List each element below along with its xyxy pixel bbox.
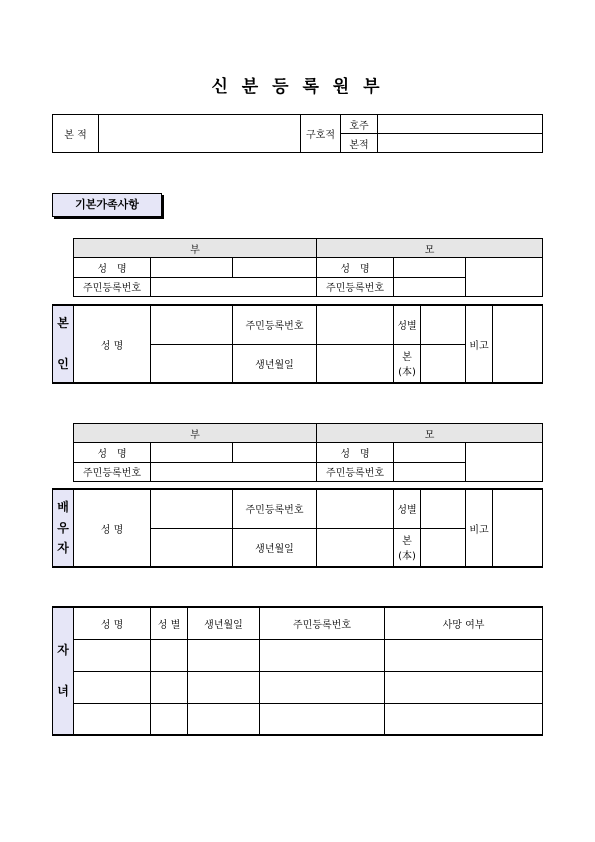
self-birth-value[interactable] xyxy=(317,344,394,383)
self-rrn-label: 주민등록번호 xyxy=(233,305,317,344)
self-gender-label: 성별 xyxy=(394,305,421,344)
spouse-note-label: 비고 xyxy=(466,489,493,567)
self-name-value[interactable] xyxy=(151,305,233,344)
mother-name-label: 성 명 xyxy=(317,258,394,277)
spouse-rrn-label: 주민등록번호 xyxy=(233,489,317,528)
spouse-mother-name-value[interactable] xyxy=(394,443,466,462)
hoju-label: 호주 xyxy=(341,115,378,134)
table-row-cell[interactable] xyxy=(151,639,188,671)
children-col-name: 성 명 xyxy=(74,607,151,639)
spouse-name-label: 성 명 xyxy=(74,489,151,567)
gu-hojeok-label: 구호적 xyxy=(301,115,341,153)
bonjeok-label: 본 적 xyxy=(53,115,99,153)
spouse-bon-label: 본 (本) xyxy=(394,528,421,567)
spouse-mother-name-label: 성 명 xyxy=(317,443,394,462)
father-header: 부 xyxy=(74,239,317,258)
spouse-mother-extra[interactable] xyxy=(466,443,543,482)
table-row-cell[interactable] xyxy=(260,703,385,735)
table-row-cell[interactable] xyxy=(151,703,188,735)
self-table xyxy=(52,304,543,384)
parents-table-spouse xyxy=(73,423,543,482)
mother-rrn-label: 주민등록번호 xyxy=(317,277,394,296)
father-rrn-label: 주민등록번호 xyxy=(74,277,151,296)
bonjeok2-value[interactable] xyxy=(378,134,543,153)
spouse-label: 배 우 자 xyxy=(53,489,74,567)
self-note-value[interactable] xyxy=(493,305,543,383)
spouse-rrn-value[interactable] xyxy=(317,489,394,528)
spouse-name-value[interactable] xyxy=(151,489,233,528)
self-bon-label: 본 (本) xyxy=(394,344,421,383)
spouse-mother-rrn-label: 주민등록번호 xyxy=(317,462,394,481)
spouse-name-value2[interactable] xyxy=(151,528,233,567)
children-col-birth: 생년월일 xyxy=(188,607,260,639)
hoju-value[interactable] xyxy=(378,115,543,134)
children-table xyxy=(52,606,543,736)
father-name-value2[interactable] xyxy=(233,258,317,277)
spouse-bon-value[interactable] xyxy=(421,528,466,567)
children-label: 자 녀 xyxy=(53,607,74,735)
parents-table-self xyxy=(73,238,543,297)
spouse-father-rrn-label: 주민등록번호 xyxy=(74,462,151,481)
table-row-cell[interactable] xyxy=(74,671,151,703)
spouse-mother-header: 모 xyxy=(317,424,543,443)
mother-extra[interactable] xyxy=(466,258,543,297)
mother-name-value[interactable] xyxy=(394,258,466,277)
mother-header: 모 xyxy=(317,239,543,258)
table-row-cell[interactable] xyxy=(188,671,260,703)
mother-rrn-value[interactable] xyxy=(394,277,466,296)
self-gender-value[interactable] xyxy=(421,305,466,344)
bonjeok2-label: 본적 xyxy=(341,134,378,153)
self-note-label: 비고 xyxy=(466,305,493,383)
self-rrn-value[interactable] xyxy=(317,305,394,344)
children-col-rrn: 주민등록번호 xyxy=(260,607,385,639)
father-rrn-value[interactable] xyxy=(151,277,317,296)
self-birth-label: 생년월일 xyxy=(233,344,317,383)
spouse-father-name-label: 성 명 xyxy=(74,443,151,462)
father-name-value[interactable] xyxy=(151,258,233,277)
spouse-gender-label: 성별 xyxy=(394,489,421,528)
spouse-father-name-value[interactable] xyxy=(151,443,233,462)
children-col-gender: 성 별 xyxy=(151,607,188,639)
table-row-cell[interactable] xyxy=(188,703,260,735)
table-row-cell[interactable] xyxy=(385,703,543,735)
table-row-cell[interactable] xyxy=(74,703,151,735)
spouse-father-header: 부 xyxy=(74,424,317,443)
table-row-cell[interactable] xyxy=(74,639,151,671)
spouse-note-value[interactable] xyxy=(493,489,543,567)
section-label-basic-family: 기본가족사항 xyxy=(52,193,162,217)
spouse-father-rrn-value[interactable] xyxy=(151,462,317,481)
table-row-cell[interactable] xyxy=(385,639,543,671)
table-row-cell[interactable] xyxy=(260,639,385,671)
spouse-mother-rrn-value[interactable] xyxy=(394,462,466,481)
spouse-gender-value[interactable] xyxy=(421,489,466,528)
self-name-value2[interactable] xyxy=(151,344,233,383)
spouse-table xyxy=(52,488,543,568)
spouse-father-name-value2[interactable] xyxy=(233,443,317,462)
table-row-cell[interactable] xyxy=(151,671,188,703)
spouse-birth-label: 생년월일 xyxy=(233,528,317,567)
table-row-cell[interactable] xyxy=(260,671,385,703)
self-label: 본 인 xyxy=(53,305,74,383)
table-row-cell[interactable] xyxy=(188,639,260,671)
self-name-label: 성 명 xyxy=(74,305,151,383)
spouse-birth-value[interactable] xyxy=(317,528,394,567)
page-title: 신 분 등 록 원 부 xyxy=(211,77,384,97)
father-name-label: 성 명 xyxy=(74,258,151,277)
children-col-death: 사망 여부 xyxy=(385,607,543,639)
table-row-cell[interactable] xyxy=(385,671,543,703)
bonjeok-value[interactable] xyxy=(99,115,301,153)
self-bon-value[interactable] xyxy=(421,344,466,383)
header-table xyxy=(52,114,543,153)
